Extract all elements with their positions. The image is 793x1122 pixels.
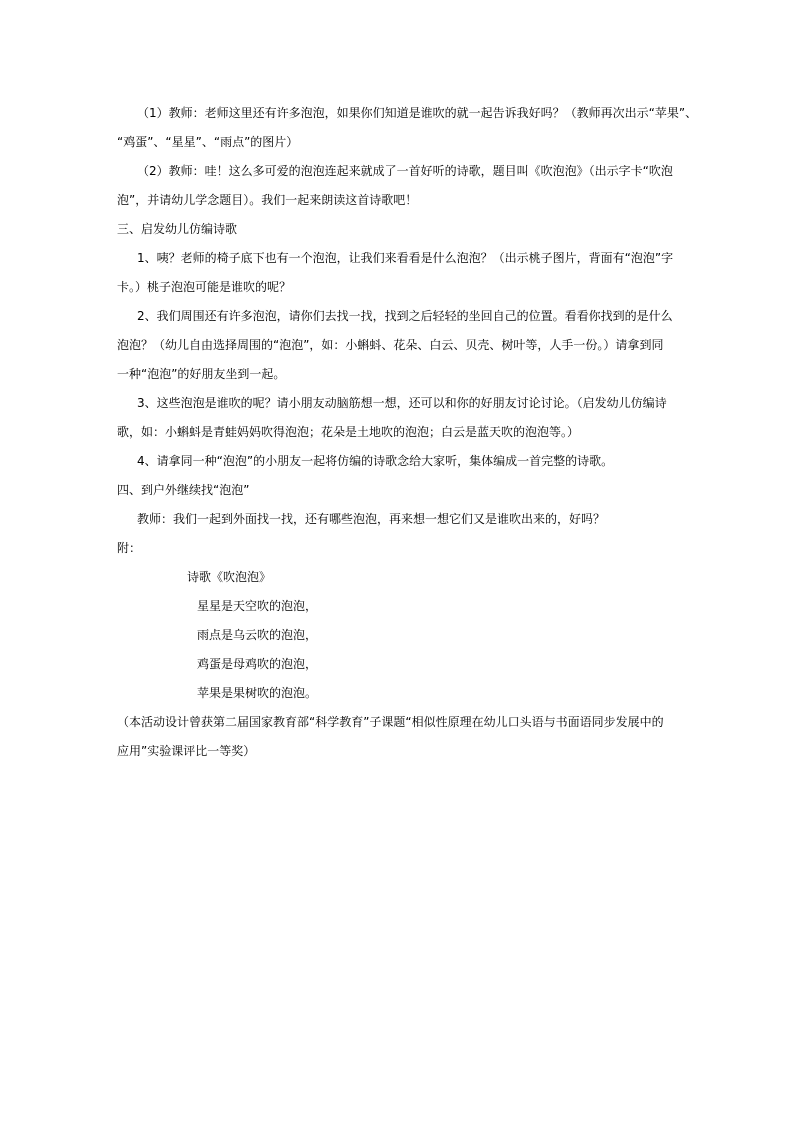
- paragraph-line: 泡泡？（幼儿自由选择周围的“泡泡”，如：小蝌蚪、花朵、白云、贝壳、树叶等，人手一份。）请拿到同: [117, 338, 664, 352]
- paragraph-line: 4、请拿同一种“泡泡”的小朋友一起将仿编的诗歌念给大家听，集体编成一首完整的诗歌。: [137, 454, 614, 468]
- paragraph-line: （1）教师：老师这里还有许多泡泡，如果你们知道是谁吹的就一起告诉我好吗？（教师再次出示“苹果”、: [137, 106, 698, 120]
- paragraph-line: 泡”，并请幼儿学念题目）。我们一起来朗读这首诗歌吧！: [117, 193, 418, 207]
- paragraph-line: 卡。）桃子泡泡可能是谁吹的呢？: [117, 280, 292, 294]
- paragraph-line: 教师：我们一起到外面找一找，还有哪些泡泡，再来想一想它们又是谁吹出来的，好吗？: [137, 512, 606, 526]
- document-body: [117, 99, 698, 766]
- poem-title: 诗歌《吹泡泡》: [187, 570, 272, 584]
- paragraph-line: 一种“泡泡”的好朋友坐到一起。: [117, 367, 286, 381]
- poem-line: 雨点是乌云吹的泡泡，: [197, 628, 318, 642]
- poem-line: 星星是天空吹的泡泡，: [197, 599, 318, 613]
- paragraph-line: 歌，如：小蝌蚪是青蛙妈妈吹得泡泡；花朵是土地吹的泡泡；白云是蓝天吹的泡泡等。）: [117, 425, 580, 439]
- paragraph-line: 2、我们周围还有许多泡泡，请你们去找一找，找到之后轻轻的坐回自己的位置。看看你找到的是什么: [137, 309, 673, 323]
- section-heading: 三、启发幼儿仿编诗歌: [117, 222, 238, 236]
- paragraph-line: 3、这些泡泡是谁吹的呢？请小朋友动脑筋想一想，还可以和你的好朋友讨论讨论。（启发幼儿仿编诗: [137, 396, 667, 410]
- award-note-line: 应用”实验课评比一等奖）: [117, 744, 256, 758]
- section-heading: 四、到户外继续找“泡泡”: [117, 483, 250, 497]
- paragraph-line: 1、咦？老师的椅子底下也有一个泡泡，让我们来看看是什么泡泡？（出示桃子图片，背面有“泡泡”字: [137, 251, 674, 265]
- paragraph-line: “鸡蛋”、“星星”、“雨点”的图片）: [117, 135, 299, 149]
- poem-line: 苹果是果树吹的泡泡。: [197, 686, 318, 700]
- appendix-label: 附：: [117, 541, 142, 555]
- poem-line: 鸡蛋是母鸡吹的泡泡，: [197, 657, 318, 671]
- award-note-line: （本活动设计曾获第二届国家教育部“科学教育”子课题“相似性原理在幼儿口头语与书面语同步发展中的: [117, 715, 664, 729]
- paragraph-line: （2）教师：哇！这么多可爱的泡泡连起来就成了一首好听的诗歌，题目叫《吹泡泡》（出示字卡“吹泡: [137, 164, 673, 178]
